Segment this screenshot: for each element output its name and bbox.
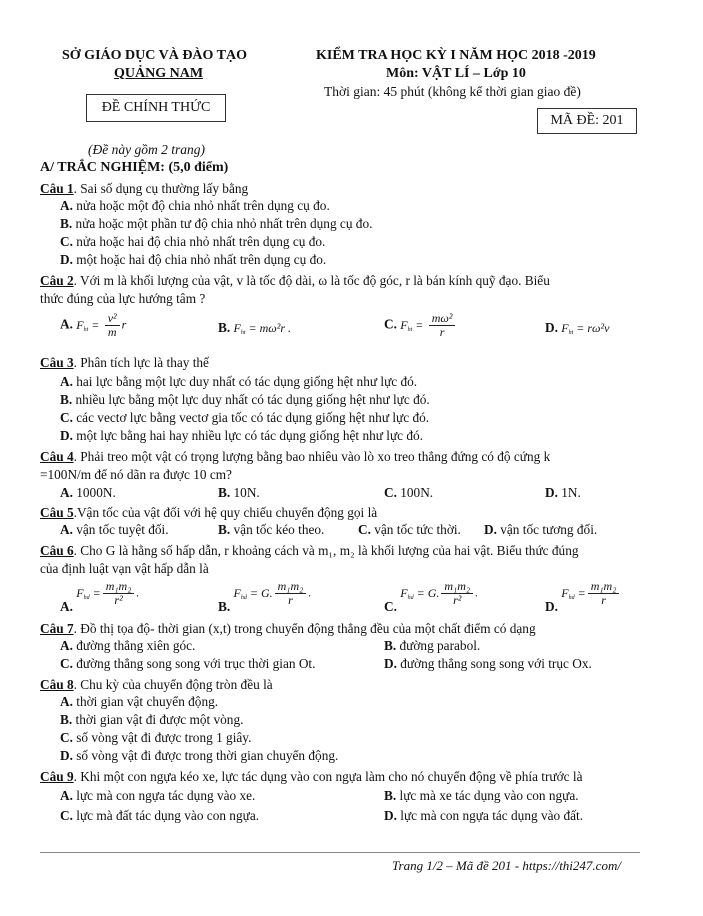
- question-9: [40, 768, 583, 786]
- option-d[interactable]: D. một lực bằng hai hay nhiều lực có tác dụng giống hệt như lực đó.: [60, 428, 424, 443]
- question-text: . Phải treo một vật có trọng lượng bằng bao nhiêu vào lò xo treo thẳng đứng có độ cứng k: [73, 449, 551, 464]
- question-label: Câu 8: [40, 677, 74, 692]
- question-text: . Chu kỳ của chuyển động tròn đều là: [73, 677, 273, 692]
- option-a[interactable]: A. hai lực bằng một lực duy nhất có tác dụng giống hệt như lực đó.: [60, 374, 418, 389]
- question-text: . Với m là khối lượng của vật, v là tốc độ dài, ω là tốc độ góc, r là bán kính quỹ đạo. Biểu: [73, 273, 550, 288]
- question-label: Câu 4: [40, 449, 74, 464]
- option-c[interactable]: C. $F_{ht}$ = $\frac{\text{mω²}}{r}$: [384, 312, 457, 339]
- option-d[interactable]: D. $F_{hd}$ = $\frac{\text{m₁m₂}}{r}$: [545, 580, 621, 607]
- question-4-cont: =100N/m để nó dãn ra được 10 cm?: [40, 467, 232, 482]
- question-2-cont: thức đúng của lực hướng tâm ?: [40, 291, 206, 306]
- option-a[interactable]: A. nửa hoặc một độ chia nhỏ nhất trên dụng cụ đo.: [60, 198, 330, 213]
- option-d[interactable]: D. số vòng vật đi được trong thời gian chuyển động.: [60, 748, 339, 763]
- option-c[interactable]: C. lực mà đất tác dụng vào con ngựa.: [60, 808, 260, 823]
- option-c[interactable]: C. $F_{hd} = G$. $\frac{\text{m₁m₂}}{\text{r²}}$ .: [384, 579, 479, 614]
- question-1: [40, 180, 248, 198]
- option-c[interactable]: C. các vectơ lực bằng vectơ gia tốc có tác dụng giống hệt như lực đó.: [60, 410, 430, 425]
- question-3: [40, 354, 209, 372]
- question-text: . Cho G là hằng số hấp dẫn, r khoảng cách và m₁, m₂ là khối lượng của hai vật. Biểu thức đúng: [73, 543, 579, 558]
- page-count-note: (Đề này gồm 2 trang): [88, 142, 205, 157]
- question-5: [40, 504, 377, 522]
- option-a[interactable]: A. 1000N.: [60, 485, 116, 500]
- duration-line: Thời gian: 45 phút (không kể thời gian giao đề): [324, 84, 581, 99]
- option-d[interactable]: D. đường thẳng song song với trục Ox.: [384, 656, 592, 671]
- department-name: SỞ GIÁO DỤC VÀ ĐÀO TẠO: [62, 48, 248, 63]
- option-d[interactable]: D. $F_{ht} = r\omega^2v$: [545, 320, 610, 336]
- option-b[interactable]: B. đường parabol.: [384, 638, 481, 653]
- option-d[interactable]: D. một hoặc hai độ chia nhỏ nhất trên dụng cụ đo.: [60, 252, 327, 267]
- option-a[interactable]: A. lực mà con ngựa tác dụng vào xe.: [60, 788, 256, 803]
- option-c[interactable]: C. 100N.: [384, 485, 434, 500]
- question-2: [40, 272, 550, 290]
- question-label: Câu 2: [40, 273, 74, 288]
- option-b[interactable]: B. nửa hoặc một phần tư độ chia nhỏ nhất trên dụng cụ đo.: [60, 216, 373, 231]
- question-text: . Đồ thị tọa độ- thời gian (x,t) trong chuyển động thẳng đều của một chất điểm có dạng: [73, 621, 536, 636]
- option-a[interactable]: A. vận tốc tuyệt đối.: [60, 522, 169, 537]
- option-b[interactable]: B. $F_{hd} = G$. $\frac{\text{m₁m₂}}{r}$ .: [218, 579, 312, 614]
- option-b[interactable]: B. 10N.: [218, 485, 260, 500]
- option-b[interactable]: B. lực mà xe tác dụng vào con ngựa.: [384, 788, 579, 803]
- option-d[interactable]: D. lực mà con ngựa tác dụng vào đất.: [384, 808, 584, 823]
- option-c[interactable]: C. đường thẳng song song với trục thời gian Ot.: [60, 656, 316, 671]
- option-a[interactable]: A. $F_{ht}$ = $\frac{\text{v²}}{m}$ r: [60, 311, 127, 339]
- option-a[interactable]: A. $F_{hd}$ = $\frac{\text{m₁m₂}}{\text{r²}}$ .: [60, 579, 140, 614]
- option-d[interactable]: D. vận tốc tương đối.: [484, 522, 598, 537]
- option-c[interactable]: C. vận tốc tức thời.: [358, 522, 461, 537]
- question-label: Câu 6: [40, 543, 74, 558]
- question-label: Câu 5: [40, 505, 74, 520]
- question-6: [40, 542, 579, 560]
- question-6-cont: của định luật vạn vật hấp dẫn là: [40, 561, 209, 576]
- section-title: A/ TRẮC NGHIỆM: (5,0 điểm): [40, 160, 229, 175]
- option-c[interactable]: C. số vòng vật đi được trong 1 giây.: [60, 730, 252, 745]
- subject-line: Môn: VẬT LÍ – Lớp 10: [386, 66, 526, 81]
- official-exam-box: ĐỀ CHÍNH THỨC: [86, 94, 226, 122]
- province-name: QUẢNG NAM: [114, 66, 204, 81]
- footer-text: Trang 1/2 – Mã đề 201 - https://thi247.com/: [392, 858, 621, 873]
- option-b[interactable]: B. nhiều lực bằng một lực duy nhất có tác dụng giống hệt như lực đó.: [60, 392, 430, 407]
- question-7: [40, 620, 536, 638]
- question-text: .Vận tốc của vật đối với hệ quy chiếu chuyển động gọi là: [73, 505, 378, 520]
- option-b[interactable]: B. thời gian vật đi được một vòng.: [60, 712, 244, 727]
- footer-divider: [40, 852, 640, 853]
- question-label: Câu 1: [40, 181, 74, 196]
- question-label: Câu 7: [40, 621, 74, 636]
- question-8: [40, 676, 273, 694]
- option-b[interactable]: B. vận tốc kéo theo.: [218, 522, 325, 537]
- option-a[interactable]: A. thời gian vật chuyển động.: [60, 694, 219, 709]
- exam-title: KIỂM TRA HỌC KỲ I NĂM HỌC 2018 -2019: [316, 48, 596, 63]
- question-text: . Khi một con ngựa kéo xe, lực tác dụng vào con ngựa làm cho nó chuyển động về phía trước là: [73, 769, 583, 784]
- option-d[interactable]: D. 1N.: [545, 485, 581, 500]
- option-a[interactable]: A. đường thẳng xiên góc.: [60, 638, 196, 653]
- question-label: Câu 3: [40, 355, 74, 370]
- option-b[interactable]: B. $F_{ht} = m\omega^2r$ .: [218, 320, 292, 336]
- question-text: . Sai số dụng cụ thường lấy bằng: [73, 181, 249, 196]
- option-c[interactable]: C. nửa hoặc hai độ chia nhỏ nhất trên dụng cụ đo.: [60, 234, 326, 249]
- question-label: Câu 9: [40, 769, 74, 784]
- question-text: . Phân tích lực là thay thế: [73, 355, 209, 370]
- question-4: [40, 448, 550, 466]
- exam-code-box: MÃ ĐỀ: 201: [537, 108, 637, 134]
